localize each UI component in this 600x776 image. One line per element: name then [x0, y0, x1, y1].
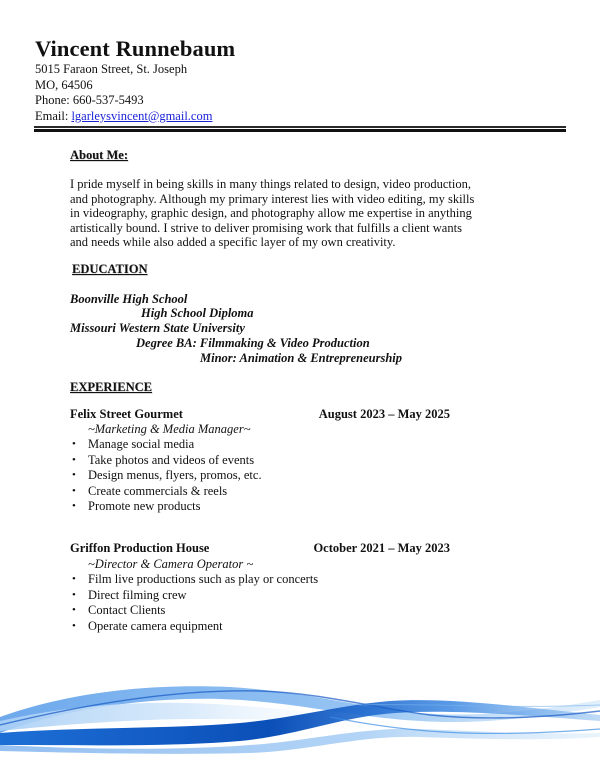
about-paragraph: I pride myself in being skills in many things related to design, video production, and photography. Although my primary interest lies with video editing, my skills in videography, graphic design, and photography allow me expertise in anything artistically bound. I strive to deliver promising work that fulfills a client wants and needs while also added a specific layer of my own creativity.	[70, 177, 475, 250]
blue-wave-decoration	[0, 655, 600, 765]
job-header-1	[70, 407, 450, 422]
bullet-icon: •	[72, 573, 76, 585]
job-title: ~Marketing & Media Manager~	[88, 422, 251, 436]
job-title: ~Director & Camera Operator ~	[88, 557, 254, 571]
job-dates: October 2021 – May 2023	[313, 541, 450, 555]
job-duties-list-1	[70, 437, 262, 515]
bullet-icon: •	[72, 484, 76, 497]
job-duty: • Create commercials & reels	[72, 483, 228, 498]
bullet-icon: •	[72, 604, 76, 617]
job-duty: • Take photos and videos of events	[72, 452, 255, 467]
job-company: Felix Street Gourmet	[70, 407, 183, 421]
job-duty: • Design menus, flyers, promos, etc.	[72, 468, 262, 483]
phone-line	[35, 93, 235, 109]
candidate-name: Vincent Runnebaum	[35, 36, 236, 61]
bullet-icon: •	[72, 438, 76, 450]
bullet-icon: •	[72, 453, 76, 466]
bullet-icon: •	[72, 469, 76, 482]
email-link[interactable]: lgarleysvincent@gmail.com	[71, 108, 213, 123]
address-line-2: MO, 64506	[35, 77, 93, 92]
bullet-icon: •	[72, 500, 76, 513]
job-duty: • Promote new products	[72, 499, 201, 514]
job-header-2	[70, 541, 450, 556]
education-school-2: Missouri Western State University	[70, 321, 245, 335]
header-divider-thin	[34, 126, 566, 128]
job-duty: • Direct filming crew	[72, 587, 187, 602]
job-duty: • Film live productions such as play or concerts	[72, 572, 319, 586]
education-degree-1: High School Diploma	[141, 306, 254, 320]
job-company: Griffon Production House	[70, 541, 210, 555]
education-school-1: Boonville High School	[70, 292, 188, 306]
address-line-1: 5015 Faraon Street, St. Joseph	[35, 62, 188, 76]
job-duty: • Manage social media	[72, 437, 195, 451]
education-degree-2: Degree BA: Filmmaking & Video Production	[136, 336, 370, 350]
education-heading: EDUCATION	[72, 262, 148, 276]
phone-number: 660-537-5493	[72, 93, 144, 108]
job-duties-list-2	[70, 572, 318, 634]
bullet-icon: •	[72, 619, 76, 632]
email-label: Email:	[35, 108, 72, 123]
experience-heading: EXPERIENCE	[70, 380, 152, 394]
job-duty: • Operate camera equipment	[72, 618, 223, 633]
job-duty: • Contact Clients	[72, 603, 166, 618]
header-divider-thick	[34, 129, 566, 132]
bullet-icon: •	[72, 588, 76, 601]
about-heading: About Me:	[70, 148, 128, 162]
education-minor: Minor: Animation & Entrepreneurship	[200, 351, 403, 365]
resume-header	[35, 36, 235, 124]
job-dates: August 2023 – May 2025	[318, 407, 450, 421]
email-line	[35, 109, 235, 125]
phone-label: Phone:	[35, 93, 73, 108]
